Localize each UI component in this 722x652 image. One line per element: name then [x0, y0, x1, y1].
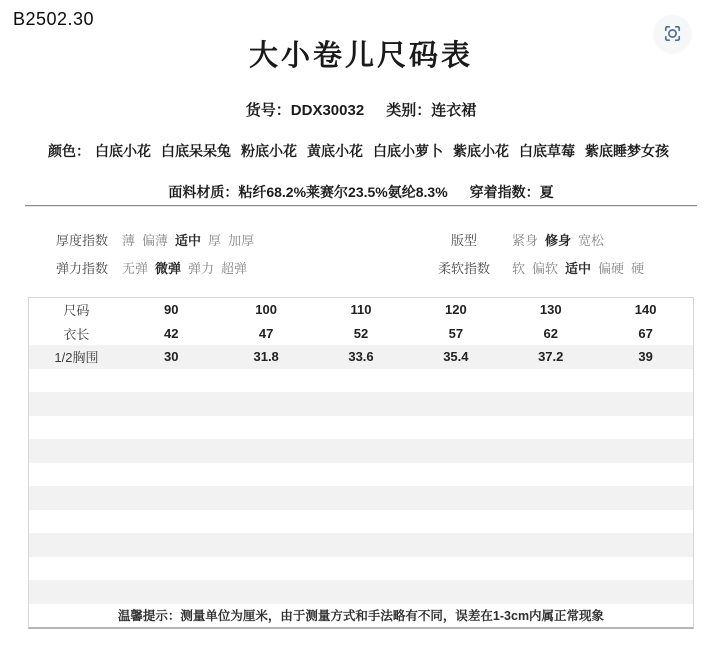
category-value: 连衣裙 [431, 102, 477, 119]
item-no-line [0, 99, 722, 120]
index-option-selected: 适中 [565, 261, 592, 276]
wear-index-label: 穿着指数： [469, 184, 540, 200]
color-label: 颜色： [48, 143, 90, 159]
softness-index-label: 柔软指数 [437, 261, 490, 276]
fabric-line [0, 182, 722, 202]
section-divider [25, 205, 697, 207]
color-item: 黄底小花 [307, 143, 363, 159]
table-row-empty [29, 439, 693, 463]
row-label: 1/2胸围 [54, 350, 99, 366]
index-option: 弹力 [188, 261, 215, 276]
header-cell: 100 [255, 302, 277, 318]
index-option: 薄 [122, 233, 136, 248]
cell-value: 42 [164, 325, 179, 341]
table-row-empty [29, 369, 693, 393]
row-label: 衣长 [63, 326, 90, 342]
index-option: 偏软 [532, 261, 559, 276]
table-row-length [29, 322, 693, 346]
index-option: 厚 [208, 233, 222, 248]
color-item: 紫底小花 [453, 143, 509, 159]
index-option: 硬 [631, 261, 645, 276]
cell-value: 47 [258, 325, 274, 341]
color-item: 白底小花 [95, 143, 151, 159]
index-row-2 [0, 258, 722, 276]
table-row-empty [29, 510, 693, 534]
color-item: 紫底睡梦女孩 [585, 143, 669, 159]
cell-value: 52 [353, 325, 369, 341]
size-table [28, 297, 694, 629]
cell-value: 37.2 [538, 349, 564, 365]
colors-line [0, 141, 722, 161]
fabric-value: 粘纤68.2%莱赛尔23.5%氨纶8.3% [238, 184, 448, 200]
category-label: 类别： [386, 102, 432, 119]
table-row-empty [29, 486, 693, 510]
table-note: 温馨提示：测量单位为厘米，由于测量方式和手法略有不同，误差在1-3cm内属正常现象 [117, 609, 605, 624]
header-cell: 120 [445, 302, 467, 318]
elasticity-index-label: 弹力指数 [56, 261, 109, 276]
index-option: 软 [512, 261, 526, 276]
item-no-label: 货号： [245, 102, 291, 119]
index-row-1 [0, 230, 722, 248]
cell-value: 31.8 [253, 349, 279, 365]
header-cell: 110 [350, 302, 372, 318]
table-row-empty [29, 416, 693, 440]
cell-value: 62 [543, 325, 558, 341]
color-item: 粉底小花 [241, 143, 297, 159]
item-no-value: DDX30032 [290, 102, 365, 119]
cell-value: 30 [164, 349, 179, 365]
wear-index-value: 夏 [539, 184, 554, 200]
index-option: 加厚 [228, 233, 255, 248]
cell-value: 33.6 [348, 349, 374, 365]
cell-value: 39 [638, 349, 653, 365]
color-item: 白底呆呆兔 [161, 143, 231, 159]
index-option: 无弹 [122, 261, 149, 276]
page-title: 大小卷儿尺码表 [248, 38, 473, 72]
cell-value: 35.4 [443, 349, 469, 365]
table-row-empty [29, 533, 693, 557]
color-item: 白底草莓 [519, 143, 575, 159]
table-row-chest [29, 345, 693, 369]
index-option: 紧身 [512, 233, 539, 248]
header-cell: 130 [539, 302, 562, 318]
color-item: 白底小萝卜 [373, 143, 443, 159]
index-option-selected: 修身 [545, 233, 572, 248]
table-row-empty [29, 463, 693, 487]
index-option: 偏薄 [142, 233, 169, 248]
elasticity-index-options [122, 258, 254, 277]
index-option: 超弹 [221, 261, 248, 276]
table-row-empty [29, 557, 693, 581]
cell-value: 67 [638, 325, 653, 341]
page-code: B2502.30 [13, 9, 95, 29]
index-option: 偏硬 [598, 261, 625, 276]
header-cell-size: 尺码 [63, 303, 90, 319]
index-option-selected: 适中 [175, 233, 202, 248]
header-cell: 140 [634, 302, 657, 318]
table-header-row [29, 298, 693, 322]
table-row-empty [29, 392, 693, 416]
header-cell: 90 [164, 302, 179, 318]
softness-index-options [512, 258, 651, 277]
table-row-empty [29, 580, 693, 604]
fit-type-options [512, 230, 611, 249]
thickness-index-options [122, 230, 261, 249]
cell-value: 57 [448, 325, 464, 341]
fit-type-label: 版型 [450, 233, 477, 248]
fabric-label: 面料材质： [168, 184, 239, 200]
index-option-selected: 微弹 [155, 261, 182, 276]
index-option: 宽松 [578, 233, 605, 248]
thickness-index-label: 厚度指数 [56, 233, 109, 248]
